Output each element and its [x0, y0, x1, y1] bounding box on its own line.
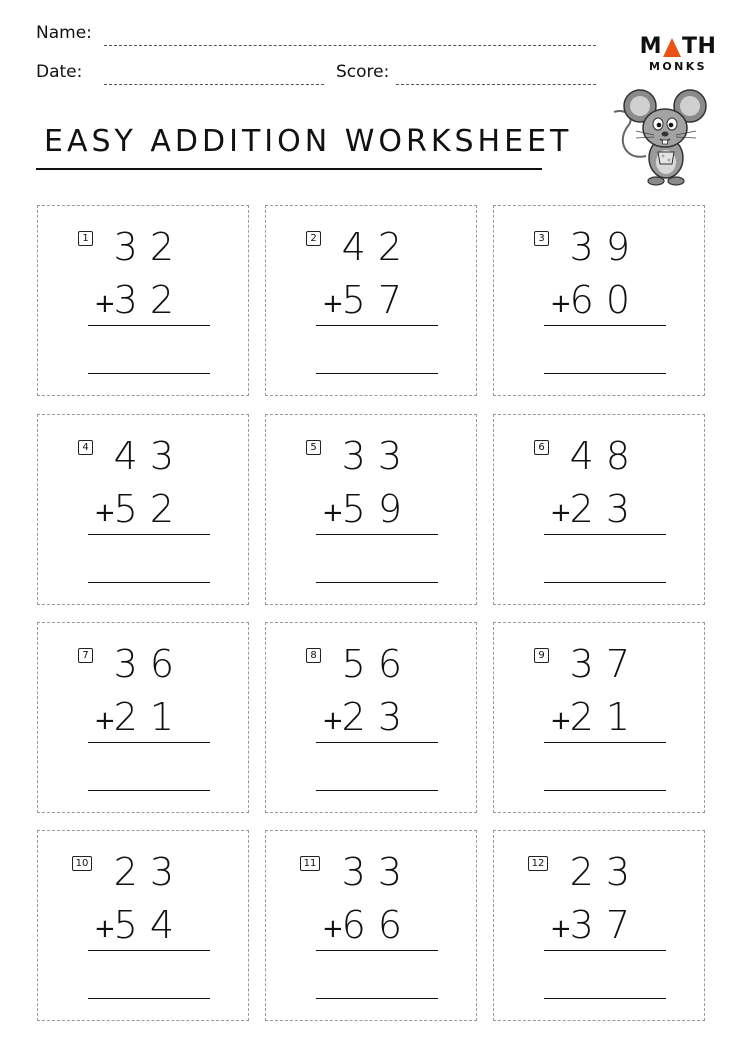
sum-line	[544, 950, 666, 951]
logo-triangle-icon	[663, 38, 681, 57]
plus-sign: +	[322, 498, 344, 528]
first-addend: 43	[113, 434, 186, 478]
answer-blank[interactable]	[544, 582, 666, 583]
problem-card	[493, 205, 705, 396]
problem-card	[265, 830, 477, 1021]
answer-blank[interactable]	[316, 373, 438, 374]
name-field[interactable]	[104, 45, 596, 46]
score-field[interactable]	[396, 84, 596, 85]
problem-number: 7	[78, 648, 93, 663]
sum-line	[88, 742, 210, 743]
answer-blank[interactable]	[88, 790, 210, 791]
logo-subtitle: MONKS	[649, 60, 707, 73]
answer-blank[interactable]	[544, 373, 666, 374]
problem-number: 1	[78, 231, 93, 246]
problem-number: 8	[306, 648, 321, 663]
sum-line	[316, 742, 438, 743]
sum-line	[544, 534, 666, 535]
second-addend: 21	[113, 695, 186, 739]
first-addend: 48	[569, 434, 642, 478]
plus-sign: +	[550, 914, 572, 944]
second-addend: 66	[341, 903, 414, 947]
first-addend: 42	[341, 225, 414, 269]
plus-sign: +	[94, 914, 116, 944]
plus-sign: +	[550, 289, 572, 319]
second-addend: 60	[569, 278, 642, 322]
problem-card	[265, 622, 477, 813]
plus-sign: +	[322, 706, 344, 736]
date-field[interactable]	[104, 84, 324, 85]
second-addend: 32	[113, 278, 186, 322]
first-addend: 56	[341, 642, 414, 686]
logo-letter-m: M	[639, 34, 662, 59]
first-addend: 23	[569, 850, 642, 894]
answer-blank[interactable]	[544, 790, 666, 791]
sum-line	[88, 534, 210, 535]
sum-line	[316, 534, 438, 535]
problem-card	[37, 205, 249, 396]
plus-sign: +	[322, 914, 344, 944]
logo-letters-th: TH	[682, 34, 717, 59]
problem-card	[493, 622, 705, 813]
problem-number: 6	[534, 440, 549, 455]
problem-number: 11	[300, 856, 320, 871]
problem-number: 12	[528, 856, 548, 871]
worksheet-title: EASY ADDITION WORKSHEET	[44, 124, 573, 159]
first-addend: 36	[113, 642, 186, 686]
answer-blank[interactable]	[88, 998, 210, 999]
sum-line	[88, 325, 210, 326]
plus-sign: +	[94, 498, 116, 528]
problem-number: 10	[72, 856, 92, 871]
answer-blank[interactable]	[316, 790, 438, 791]
plus-sign: +	[322, 289, 344, 319]
sum-line	[544, 742, 666, 743]
problem-card	[493, 414, 705, 605]
second-addend: 57	[341, 278, 414, 322]
problem-number: 4	[78, 440, 93, 455]
first-addend: 33	[341, 434, 414, 478]
plus-sign: +	[550, 706, 572, 736]
sum-line	[316, 950, 438, 951]
plus-sign: +	[94, 289, 116, 319]
first-addend: 32	[113, 225, 186, 269]
first-addend: 33	[341, 850, 414, 894]
second-addend: 59	[341, 487, 414, 531]
plus-sign: +	[94, 706, 116, 736]
first-addend: 37	[569, 642, 642, 686]
date-label: Date:	[36, 62, 83, 82]
problem-card	[265, 414, 477, 605]
second-addend: 23	[341, 695, 414, 739]
plus-sign: +	[550, 498, 572, 528]
score-label: Score:	[336, 62, 390, 82]
sum-line	[544, 325, 666, 326]
mouse-mascot-icon	[606, 86, 716, 190]
name-label: Name:	[36, 23, 92, 43]
answer-blank[interactable]	[88, 373, 210, 374]
problem-card	[37, 830, 249, 1021]
second-addend: 37	[569, 903, 642, 947]
first-addend: 39	[569, 225, 642, 269]
answer-blank[interactable]	[316, 998, 438, 999]
problem-card	[37, 622, 249, 813]
first-addend: 23	[113, 850, 186, 894]
problem-number: 9	[534, 648, 549, 663]
problem-number: 5	[306, 440, 321, 455]
second-addend: 54	[113, 903, 186, 947]
answer-blank[interactable]	[316, 582, 438, 583]
math-monks-logo	[640, 34, 716, 73]
sum-line	[316, 325, 438, 326]
problem-card	[493, 830, 705, 1021]
problem-number: 3	[534, 231, 549, 246]
problem-card	[37, 414, 249, 605]
second-addend: 21	[569, 695, 642, 739]
title-underline	[36, 168, 542, 170]
second-addend: 52	[113, 487, 186, 531]
problem-number: 2	[306, 231, 321, 246]
answer-blank[interactable]	[88, 582, 210, 583]
second-addend: 23	[569, 487, 642, 531]
problem-card	[265, 205, 477, 396]
sum-line	[88, 950, 210, 951]
answer-blank[interactable]	[544, 998, 666, 999]
